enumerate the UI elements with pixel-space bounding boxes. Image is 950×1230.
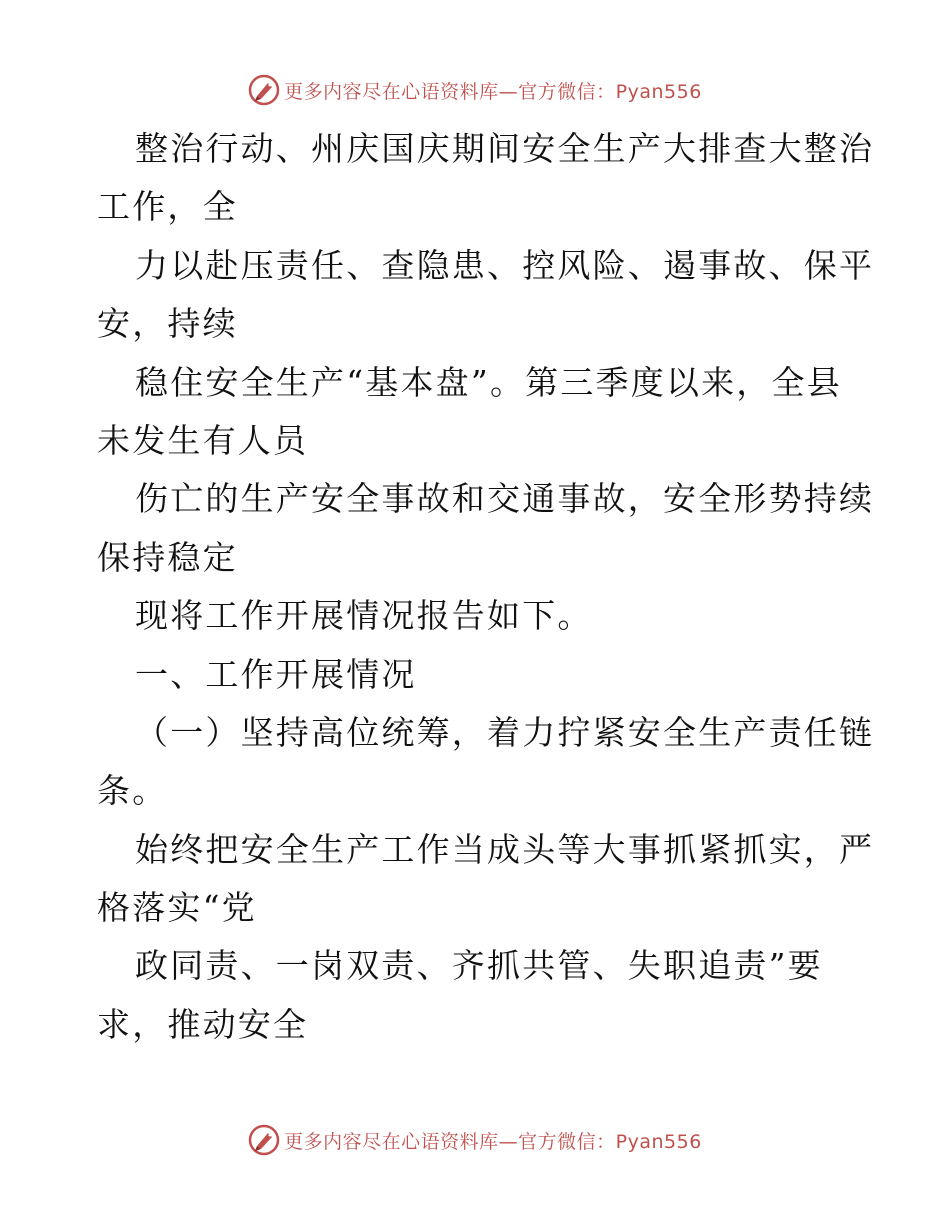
document-body [97, 120, 875, 1054]
text-line: 整治行动、州庆国庆期间安全生产大排查大整治 [135, 129, 875, 168]
subsection-heading: （一）坚持高位统筹，着力拧紧安全生产责任链 [135, 712, 875, 752]
text-line: 求，推动安全 [97, 1004, 309, 1044]
text-line: 未发生有人员 [97, 420, 309, 460]
text-line: 条。 [97, 771, 168, 811]
text-line: 伤亡的生产安全事故和交通事故，安全形势持续 [135, 479, 875, 519]
text-line: 保持稳定 [97, 537, 238, 577]
page-header-watermark [0, 70, 950, 110]
watermark-group [248, 74, 702, 106]
watermark-text: 更多内容尽在心语资料库—官方微信：Pyan556 [284, 80, 702, 103]
text-line: 力以赴压责任、查隐患、控风险、遏事故、保平 [135, 245, 875, 285]
text-line: 安，持续 [97, 304, 238, 344]
ink-pen-logo-icon [248, 1124, 280, 1156]
text-line: 稳住安全生产“基本盘”。第三季度以来，全县 [135, 362, 842, 402]
text-line: 格落实“党 [97, 888, 257, 928]
ink-pen-logo-icon [248, 74, 280, 106]
page-footer-watermark [0, 1120, 950, 1160]
text-line: 政同责、一岗双责、齐抓共管、失职追责”要 [135, 946, 823, 986]
watermark-group [248, 1124, 702, 1156]
text-line: 始终把安全生产工作当成头等大事抓紧抓实，严 [135, 829, 875, 869]
section-heading: 一、工作开展情况 [135, 654, 417, 694]
text-line: 工作，全 [97, 187, 238, 227]
text-line: 现将工作开展情况报告如下。 [135, 596, 593, 636]
watermark-text: 更多内容尽在心语资料库—官方微信：Pyan556 [284, 1130, 702, 1153]
